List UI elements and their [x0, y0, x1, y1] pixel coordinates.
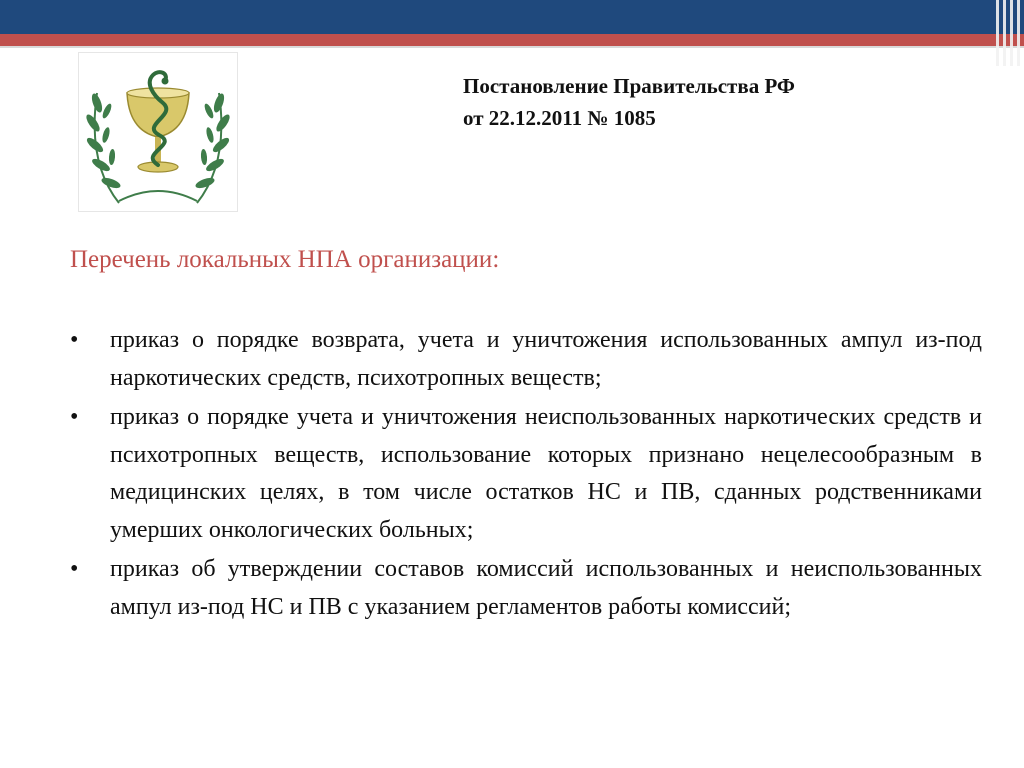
- list-item-text: приказ о порядке учета и уничтожения неиспользованных наркотических средств и психотропных веществ, использование которых признано нецелесообразным в медицинских целях, в том числе остатков НС и ПВ, сданных родственниками умерших онкологических больных;: [110, 404, 982, 543]
- header-blue-bar: [0, 0, 1024, 34]
- decree-title: Постановление Правительства РФ: [463, 74, 795, 98]
- bowl-of-hygieia-icon: [79, 53, 237, 211]
- list-item-text: приказ о порядке возврата, учета и уничтожения использованных ампул из-под наркотических средств, психотропных веществ;: [110, 327, 982, 391]
- decree-reference: [463, 70, 795, 134]
- list-item: [70, 399, 982, 549]
- decree-date-number: от 22.12.2011 № 1085: [463, 106, 656, 130]
- list-item: [70, 322, 982, 397]
- npa-list: [70, 322, 982, 628]
- bullet-icon: •: [70, 404, 79, 430]
- header-divider: [0, 46, 1024, 48]
- bullet-icon: •: [70, 556, 79, 582]
- header-stripes-decoration: [994, 0, 1024, 66]
- header-red-bar: [0, 34, 1024, 46]
- bullet-icon: •: [70, 327, 79, 353]
- list-item: [70, 551, 982, 626]
- medical-emblem-logo: [78, 52, 238, 212]
- list-item-text: приказ об утверждении составов комиссий использованных и неиспользованных ампул из-под НС и ПВ с указанием регламентов работы комиссий;: [110, 556, 982, 620]
- slide-heading: Перечень локальных НПА организации:: [70, 246, 500, 273]
